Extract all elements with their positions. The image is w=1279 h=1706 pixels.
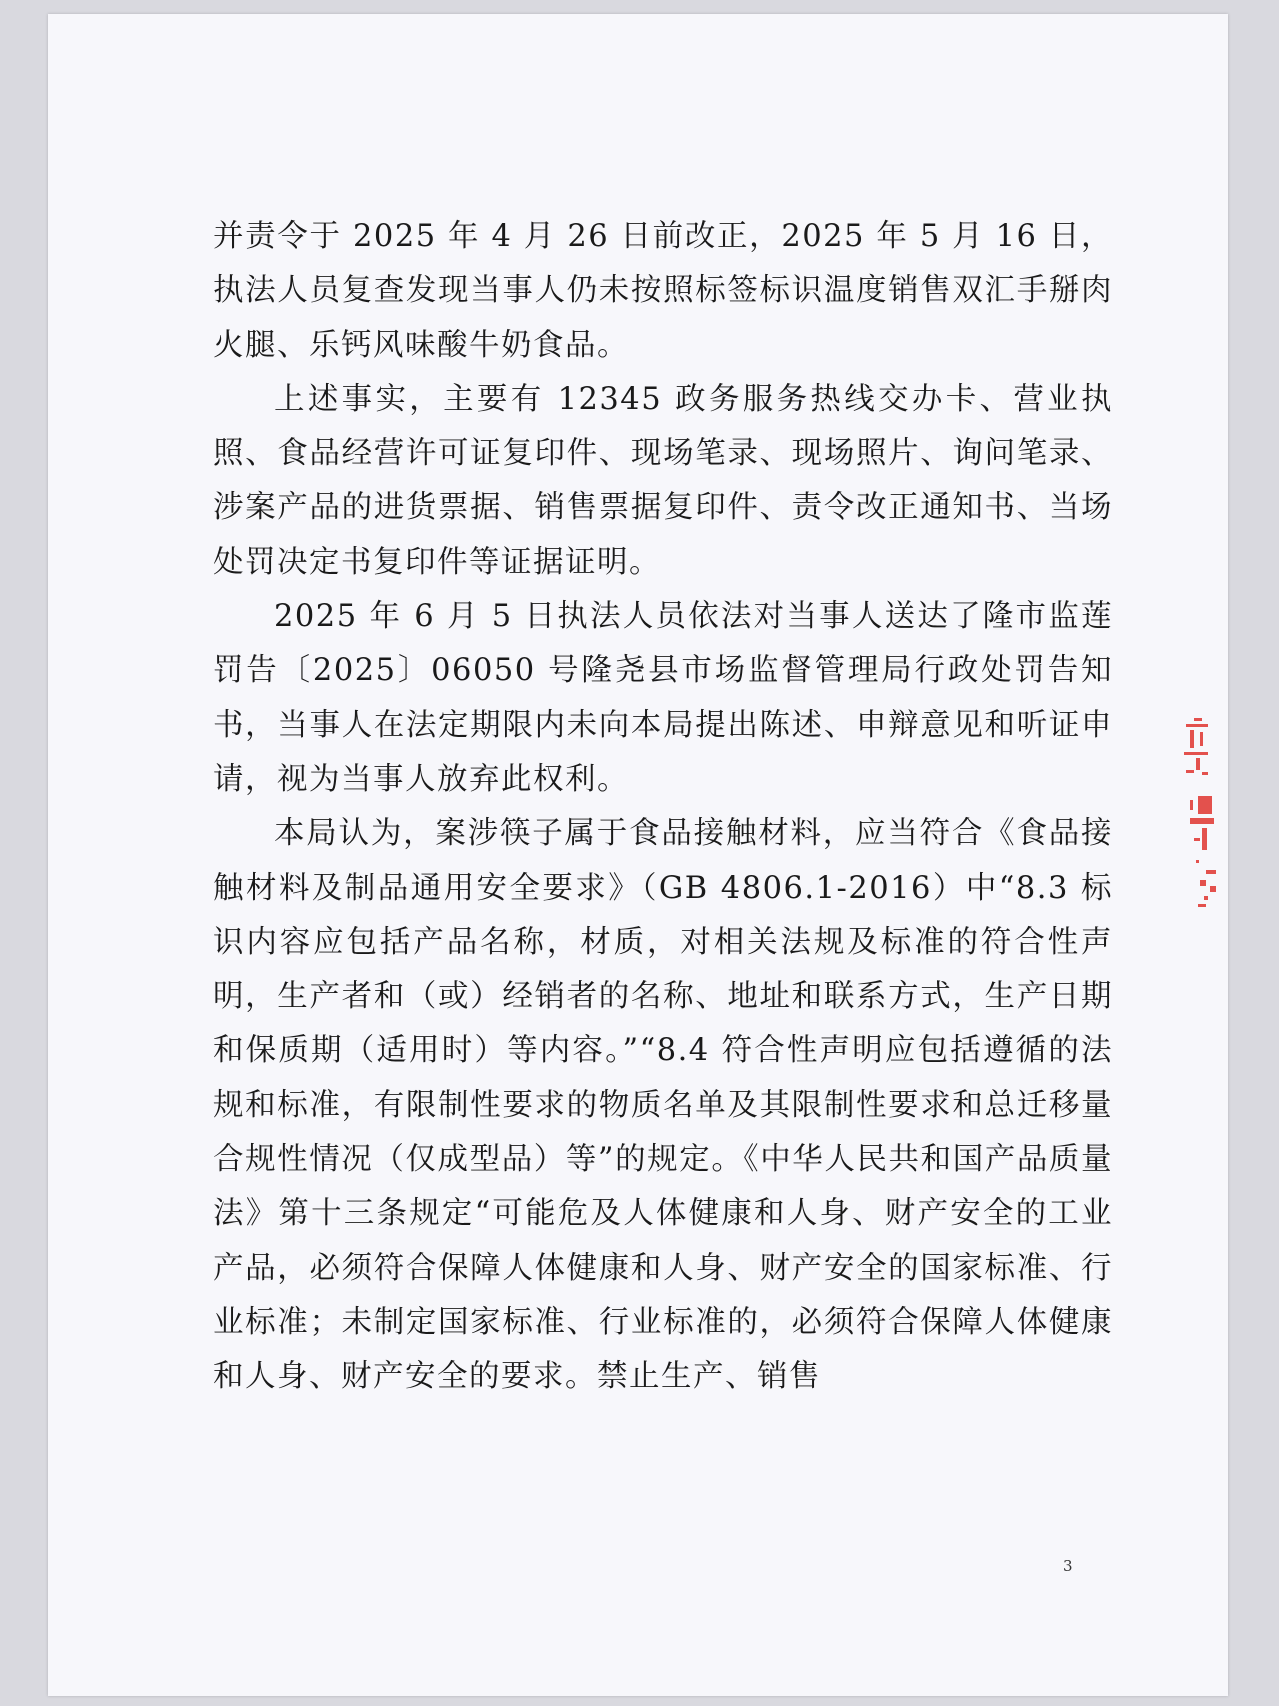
paragraph-4: 本局认为，案涉筷子属于食品接触材料，应当符合《食品接触材料及制品通用安全要求》（GB 4806.1-2016）中“8.3 标识内容应包括产品名称，材质，对相关法规及标准的符合性声明，生产者和（或）经销者的名称、地址和联系方式，生产日期和保质期（适用时）等内容。”“8.4 符合性声明应包括遵循的法规和标准，有限制性要求的物质名单及其限制性要求和总迁移量合规性情况（仅成型品）等”的规定。《中华人民共和国产品质量法》第十三条规定“可能危及人体健康和人身、财产安全的工业产品，必须符合保障人体健康和人身、财产安全的国家标准、行业标准；未制定国家标准、行业标准的，必须符合保障人体健康和人身、财产安全的要求。禁止生产、销售 <box>213 816 1113 1395</box>
paragraph-3: 2025 年 6 月 5 日执法人员依法对当事人送达了隆市监莲罚告〔2025〕06050 号隆尧县市场监督管理局行政处罚告知书，当事人在法定期限内未向本局提出陈述、申辩意见和听证申请，视为当事人放弃此权利。 <box>213 599 1113 797</box>
paragraph-1: 并责令于 2025 年 4 月 26 日前改正，2025 年 5 月 16 日，执法人员复查发现当事人仍未按照标签标识温度销售双汇手掰肉火腿、乐钙风味酸牛奶食品。 <box>213 219 1113 363</box>
page-number: 3 <box>1063 1557 1073 1575</box>
document-body <box>213 210 1113 1405</box>
document-page <box>48 14 1228 1696</box>
official-seal-stamp <box>1150 710 1220 1010</box>
paragraph-2: 上述事实，主要有 12345 政务服务热线交办卡、营业执照、食品经营许可证复印件、现场笔录、现场照片、询问笔录、涉案产品的进货票据、销售票据复印件、责令改正通知书、当场处罚决定书复印件等证据证明。 <box>213 381 1113 580</box>
